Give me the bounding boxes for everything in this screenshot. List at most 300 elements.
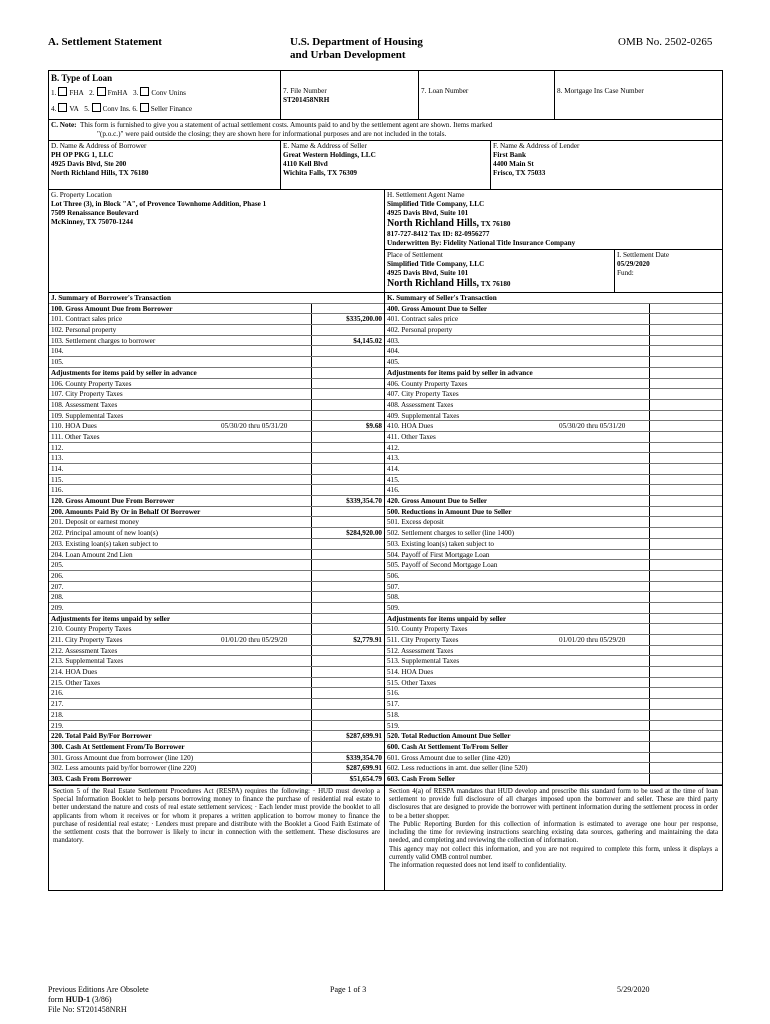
right-line-period: 01/01/20 thru 05/29/20 [559, 636, 626, 644]
right-line-row [385, 368, 722, 379]
left-line-period: 01/01/20 thru 05/29/20 [221, 636, 288, 644]
loan-type-section: B. Type of Loan 1. FHA 2. FmHA 3. Conv Unins 4. VA 5. Conv Ins. 6. Seller Finance 7. File Number ST201458NRH 7. Loan Number 8. Mortgage Ins Case Number [49, 71, 722, 120]
left-line-row [49, 582, 384, 593]
right-line-row [385, 635, 722, 646]
right-line-label: 502. Settlement charges to seller (line 1400) [387, 529, 515, 538]
right-line-row [385, 400, 722, 411]
left-line-period [221, 368, 311, 378]
left-line-label: Adjustments for items paid by seller in advance [51, 368, 197, 377]
left-line-row [49, 325, 384, 336]
right-line-period [559, 368, 649, 378]
left-line-label: 209. [51, 603, 64, 612]
left-line-period [221, 699, 311, 709]
right-line-amount [649, 624, 722, 634]
right-line-amount [649, 699, 722, 709]
right-line-period [559, 699, 649, 709]
right-line-row [385, 742, 722, 753]
right-line-label: 511. City Property Taxes [387, 636, 459, 644]
left-line-period [221, 400, 311, 410]
right-line-row [385, 517, 722, 528]
right-line-amount [649, 539, 722, 549]
left-line-amount [311, 507, 384, 517]
right-line-row [385, 357, 722, 368]
left-line-period [221, 603, 311, 613]
right-line-row [385, 614, 722, 625]
right-line-row [385, 774, 722, 785]
note-label: C. Note: [51, 121, 77, 129]
right-line-label: 513. Supplemental Taxes [387, 657, 460, 666]
left-line-period [221, 517, 311, 527]
left-line-row [49, 646, 384, 657]
left-line-amount: $2,779.91 [311, 635, 384, 645]
right-line-period [559, 432, 649, 442]
left-line-amount [311, 485, 384, 495]
left-line-period [221, 314, 311, 324]
right-line-amount [649, 368, 722, 378]
right-line-row [385, 646, 722, 657]
right-line-label: 405. [387, 358, 400, 367]
left-line-period [221, 507, 311, 517]
left-line-label: 103. Settlement charges to borrower [51, 336, 156, 345]
right-line-amount [649, 496, 722, 506]
right-line-label: 402. Personal property [387, 326, 453, 335]
right-line-period [559, 325, 649, 335]
header-department-line2: and Urban Development [290, 49, 406, 61]
left-line-row [49, 517, 384, 528]
left-line-label: 207. [51, 582, 64, 591]
right-line-row [385, 539, 722, 550]
right-line-amount [649, 485, 722, 495]
left-line-row [49, 346, 384, 357]
left-line-label: 206. [51, 571, 64, 580]
left-line-label: 215. Other Taxes [51, 678, 101, 687]
left-line-label: 216. [51, 689, 64, 698]
right-line-row [385, 485, 722, 496]
left-line-label: 202. Principal amount of new loan(s) [51, 529, 158, 538]
left-line-label: 217. [51, 700, 64, 709]
right-line-label: 401. Contract sales price [387, 315, 459, 324]
left-line-amount [311, 379, 384, 389]
right-line-row [385, 496, 722, 507]
footer-left: Previous Editions Are Obsolete form HUD-1 (3/86) File No: ST201458NRH [48, 985, 149, 1014]
right-line-amount [649, 603, 722, 613]
left-line-amount [311, 550, 384, 560]
right-line-period [559, 304, 649, 314]
right-line-label: 601. Gross Amount due to seller (line 420) [387, 753, 510, 762]
right-line-row [385, 507, 722, 518]
right-line-period [559, 346, 649, 356]
left-line-row [49, 475, 384, 486]
right-line-row [385, 464, 722, 475]
left-line-row [49, 560, 384, 571]
left-line-label: 112. [51, 443, 64, 452]
lender-cell: F. Name & Address of Lender First Bank 4400 Main St Frisco, TX 75033 [493, 142, 580, 177]
right-line-row [385, 379, 722, 390]
right-line-period [559, 411, 649, 421]
right-line-amount [649, 550, 722, 560]
right-line-row [385, 667, 722, 678]
right-line-period [559, 453, 649, 463]
right-line-period [559, 688, 649, 698]
left-line-amount [311, 357, 384, 367]
left-line-row [49, 667, 384, 678]
right-line-period [559, 667, 649, 677]
right-line-amount [649, 592, 722, 602]
left-line-label: 211. City Property Taxes [51, 636, 123, 644]
right-line-period [559, 678, 649, 688]
right-line-label: 514. HOA Dues [387, 668, 434, 677]
left-line-amount [311, 688, 384, 698]
fha-checkbox[interactable] [58, 87, 67, 96]
right-line-row [385, 560, 722, 571]
left-line-period [221, 550, 311, 560]
right-line-label: 409. Supplemental Taxes [387, 411, 460, 420]
left-line-amount [311, 721, 384, 731]
left-line-period [221, 485, 311, 495]
left-line-row [49, 571, 384, 582]
left-line-label: 104. [51, 347, 64, 356]
right-line-label: 512. Assessment Taxes [387, 646, 454, 655]
left-line-label: 212. Assessment Taxes [51, 646, 118, 655]
right-line-label: 515. Other Taxes [387, 678, 437, 687]
left-line-period [221, 496, 311, 506]
borrower-cell: D. Name & Address of Borrower PH OP PKG 1, LLC 4925 Davis Blvd, Ste 200 North Richland Hills, TX 76180 [49, 141, 281, 189]
right-line-row [385, 411, 722, 422]
right-line-row [385, 432, 722, 443]
settlement-agent-cell: H. Settlement Agent Name Simplified Title Company, LLC 4925 Davis Blvd, Suite 101 North Richland Hills, TX 76180 817-727-8412 Tax ID: 82-0956277 Underwritten By: Fidelity National Title Insurance Company [385, 190, 722, 250]
left-line-amount [311, 699, 384, 709]
left-line-row [49, 432, 384, 443]
left-line-row [49, 592, 384, 603]
right-line-label: Adjustments for items paid by seller in advance [387, 368, 533, 377]
left-line-amount [311, 560, 384, 570]
right-line-label: 602. Less reductions in amt. due seller (line 520) [387, 764, 528, 773]
left-line-row [49, 357, 384, 368]
right-line-label: 516. [387, 689, 400, 698]
left-line-amount [311, 517, 384, 527]
seller-summary-title: K. Summary of Seller's Transaction [387, 294, 497, 302]
seller-cell: E. Name & Address of Seller Great Western Holdings, LLC 4110 Kell Blvd Wichita Falls, TX 76309 [281, 141, 491, 189]
loan-number-cell: 7. Loan Number [419, 71, 555, 119]
left-line-period [221, 475, 311, 485]
left-line-period [221, 753, 311, 763]
right-line-period [559, 507, 649, 517]
right-line-label: 410. HOA Dues [387, 422, 434, 431]
left-line-period [221, 763, 311, 773]
right-line-period [559, 539, 649, 549]
right-line-amount [649, 443, 722, 453]
left-line-amount [311, 603, 384, 613]
left-line-row [49, 411, 384, 422]
right-line-row [385, 592, 722, 603]
left-line-amount [311, 582, 384, 592]
header-department [290, 36, 423, 62]
right-line-amount [649, 646, 722, 656]
left-line-period [221, 731, 311, 741]
right-line-row [385, 314, 722, 325]
left-line-period: 05/30/20 thru 05/31/20 [221, 422, 288, 431]
left-line-row [49, 368, 384, 379]
right-line-amount [649, 346, 722, 356]
left-line-amount [311, 325, 384, 335]
right-line-period [559, 763, 649, 773]
right-line-row [385, 699, 722, 710]
left-line-label: 200. Amounts Paid By Or in Behalf Of Borrower [51, 507, 201, 516]
left-line-label: 102. Personal property [51, 326, 117, 335]
left-line-label: 101. Contract sales price [51, 315, 123, 324]
left-line-amount [311, 539, 384, 549]
left-line-amount [311, 678, 384, 688]
left-line-label: 107. City Property Taxes [51, 390, 123, 399]
form-name: HUD-1 [65, 995, 91, 1004]
left-line-amount [311, 464, 384, 474]
left-line-row [49, 710, 384, 721]
left-line-period [221, 389, 311, 399]
left-line-period [221, 539, 311, 549]
left-line-label: 106. County Property Taxes [51, 379, 132, 388]
left-line-row [49, 678, 384, 689]
respa-section4: Section 4(a) of RESPA mandates that HUD develop and prescribe this standard form to be used at the time of loan settlement to provide full disclosure of all charges imposed upon the borrower and seller. These are third party disclosures that are designed to provide the borrower with pertinent information during the settlement process in order to be a better shopper. The Public Reporting Burden for this collection of information is estimated to average one hour per response, including the time for reviewing instructions searching existing data sources, gathering and maintaining the data needed, and completing and reviewing the collection of information. This agency may not collect this information, and you are not required to complete this form, unless it displays a currently valid OMB control number. The information requested does not lend itself to confidentiality. [389, 787, 718, 870]
right-line-row [385, 304, 722, 315]
left-line-period [221, 592, 311, 602]
right-line-amount [649, 304, 722, 314]
right-line-amount [649, 763, 722, 773]
mortgage-case-cell: 8. Mortgage Ins Case Number [557, 87, 644, 95]
right-line-label: 407. City Property Taxes [387, 390, 459, 399]
left-line-row [49, 614, 384, 625]
left-line-label: 220. Total Paid By/For Borrower [51, 732, 152, 741]
right-line-label: 518. [387, 710, 400, 719]
note-section: C. Note: This form is furnished to give you a statement of actual settlement costs. Amounts paid to and by the settlement agent are shown. Items marked "(p.o.c.)" were paid outside the closing; they are shown here for informational purposes and are not included in the totals. [49, 120, 722, 141]
left-line-label: 109. Supplemental Taxes [51, 411, 124, 420]
left-line-row [49, 314, 384, 325]
right-line-label: 403. [387, 336, 400, 345]
left-line-label: 120. Gross Amount Due From Borrower [51, 497, 175, 506]
left-line-amount [311, 346, 384, 356]
right-line-row [385, 325, 722, 336]
left-line-label: 114. [51, 465, 64, 473]
left-line-period [221, 678, 311, 688]
right-line-period [559, 656, 649, 666]
right-line-period [559, 528, 649, 538]
right-line-label: 408. Assessment Taxes [387, 400, 454, 409]
left-line-period [221, 560, 311, 570]
left-line-row [49, 507, 384, 518]
right-line-amount [649, 411, 722, 421]
right-line-row [385, 603, 722, 614]
header-title: A. Settlement Statement [48, 36, 162, 48]
right-line-label: 603. Cash From Seller [387, 774, 456, 783]
right-line-amount [649, 656, 722, 666]
left-line-period [221, 710, 311, 720]
respa-section5: Section 5 of the Real Estate Settlement Procedures Act (RESPA) requires the following: · HUD must develop a Special Information Booklet to help persons borrowing money to finance the purchase of residential real estate to better understand the nature and costs of real estate settlement services; · Each lender must provide the booklet to all applicants from whom it receives or for whom it prepares a written application to borrow money to finance the purchase of residential real estate; · Lenders must prepare and distribute with the Booklet a Good Faith Estimate of the settlement costs that the borrower is likely to incur in connection with the settlement. These disclosures are mandatory. [49, 786, 385, 890]
right-line-row [385, 731, 722, 742]
left-line-amount [311, 432, 384, 442]
right-line-period [559, 614, 649, 624]
settlement-date-cell: I. Settlement Date 05/29/2020 Fund: [615, 250, 722, 292]
left-line-row [49, 528, 384, 539]
left-line-label: 100. Gross Amount Due from Borrower [51, 304, 173, 313]
left-line-amount: $4,145.02 [311, 336, 384, 346]
conv-unins-checkbox[interactable] [140, 87, 149, 96]
left-line-row [49, 688, 384, 699]
left-line-row [49, 656, 384, 667]
left-line-period [221, 464, 311, 474]
right-line-label: 406. County Property Taxes [387, 379, 468, 388]
right-line-row [385, 582, 722, 593]
right-line-label: 509. [387, 603, 400, 612]
right-line-period [559, 624, 649, 634]
left-line-row [49, 774, 384, 785]
left-line-period [221, 528, 311, 538]
right-line-amount [649, 432, 722, 442]
left-line-row [49, 453, 384, 464]
right-line-amount [649, 314, 722, 324]
header-department-line1: U.S. Department of Housing [290, 36, 423, 48]
right-line-label: 510. County Property Taxes [387, 625, 468, 634]
left-line-period [221, 582, 311, 592]
left-line-period [221, 325, 311, 335]
right-line-period [559, 560, 649, 570]
right-line-row [385, 710, 722, 721]
left-line-label: 108. Assessment Taxes [51, 400, 118, 409]
right-line-row [385, 753, 722, 764]
left-line-amount: $287,699.91 [311, 763, 384, 773]
right-line-amount [649, 560, 722, 570]
right-line-amount [649, 464, 722, 474]
left-line-label: 105. [51, 358, 64, 367]
left-line-period [221, 432, 311, 442]
right-line-period [559, 603, 649, 613]
left-line-amount [311, 304, 384, 314]
right-line-amount [649, 389, 722, 399]
right-line-row [385, 624, 722, 635]
right-line-label: 416. [387, 486, 400, 495]
left-line-period [221, 688, 311, 698]
left-line-amount [311, 624, 384, 634]
seller-summary [385, 293, 722, 785]
left-line-amount [311, 614, 384, 624]
right-line-period [559, 400, 649, 410]
left-line-label: 204. Loan Amount 2nd Lien [51, 550, 133, 559]
right-line-amount [649, 582, 722, 592]
right-line-label: 507. [387, 582, 400, 591]
left-line-period [221, 667, 311, 677]
right-line-label: 414. [387, 465, 400, 473]
left-line-label: Adjustments for items unpaid by seller [51, 614, 171, 623]
right-line-amount [649, 731, 722, 741]
left-line-row [49, 421, 384, 432]
left-line-period [221, 357, 311, 367]
left-line-label: 214. HOA Dues [51, 668, 98, 677]
right-line-amount [649, 678, 722, 688]
conv-ins-checkbox[interactable] [92, 103, 101, 112]
right-line-period [559, 721, 649, 731]
right-line-period [559, 389, 649, 399]
right-line-amount [649, 400, 722, 410]
right-line-row [385, 571, 722, 582]
disclosure-section [49, 786, 722, 890]
left-line-label: 219. [51, 721, 64, 730]
right-line-row [385, 346, 722, 357]
left-line-period [221, 346, 311, 356]
file-number-cell: 7. File Number ST201458NRH [281, 71, 419, 119]
left-line-amount [311, 475, 384, 485]
left-line-label: 208. [51, 593, 64, 602]
right-line-label: 400. Gross Amount Due to Seller [387, 304, 488, 313]
right-line-period [559, 710, 649, 720]
left-line-row [49, 603, 384, 614]
file-number: ST201458NRH [283, 96, 330, 104]
right-line-label: 508. [387, 593, 400, 602]
right-line-amount [649, 528, 722, 538]
right-line-period [559, 592, 649, 602]
left-line-period [221, 571, 311, 581]
seller-finance-checkbox[interactable] [140, 103, 149, 112]
right-line-period [559, 336, 649, 346]
left-line-row [49, 721, 384, 732]
right-line-amount [649, 475, 722, 485]
right-line-label: 504. Payoff of First Mortgage Loan [387, 550, 490, 559]
left-line-period [221, 453, 311, 463]
left-line-label: 201. Deposit or earnest money [51, 518, 140, 527]
left-line-label: 301. Gross Amount due from borrower (line 120) [51, 753, 194, 762]
left-line-label: 110. HOA Dues [51, 422, 97, 431]
right-line-period [559, 731, 649, 741]
left-line-amount [311, 443, 384, 453]
property-location-cell: G. Property Location Lot Three (3), in Block "A", of Provence Townhome Addition, Phase 1 7509 Renaissance Boulevard McKinney, TX 75070-1244 [49, 190, 385, 292]
left-line-amount: $51,654.79 [311, 774, 384, 784]
left-line-amount [311, 742, 384, 752]
left-line-amount [311, 411, 384, 421]
footer-date: 5/29/2020 [617, 985, 650, 994]
right-line-row [385, 336, 722, 347]
left-line-period [221, 304, 311, 314]
right-line-row [385, 528, 722, 539]
left-line-amount: $335,200.00 [311, 314, 384, 324]
fmha-checkbox[interactable] [97, 87, 106, 96]
loan-type-title: B. Type of Loan [51, 73, 113, 83]
right-line-row [385, 721, 722, 732]
left-line-amount [311, 400, 384, 410]
right-line-label: 415. [387, 475, 400, 484]
left-line-period [221, 624, 311, 634]
left-line-period [221, 379, 311, 389]
left-line-label: 203. Existing loan(s) taken subject to [51, 539, 158, 548]
right-line-period [559, 646, 649, 656]
left-line-label: 300. Cash At Settlement From/To Borrower [51, 742, 185, 751]
right-line-label: 413. [387, 454, 400, 463]
left-line-row [49, 753, 384, 764]
property-section [49, 190, 722, 293]
right-line-label: 420. Gross Amount Due to Seller [387, 497, 488, 506]
left-line-amount: $9.68 [311, 421, 384, 431]
right-line-period [559, 475, 649, 485]
settlement-date: 05/29/2020 [617, 260, 650, 268]
right-line-label: 404. [387, 347, 400, 356]
right-line-amount [649, 614, 722, 624]
underwriter: Underwritten By: Fidelity National Title Insurance Company [387, 239, 576, 247]
left-line-amount [311, 656, 384, 666]
va-checkbox[interactable] [58, 103, 67, 112]
left-line-label: 205. [51, 561, 64, 570]
right-line-row [385, 688, 722, 699]
right-line-label: 503. Existing loan(s) taken subject to [387, 539, 494, 548]
left-line-period [221, 614, 311, 624]
right-line-label: Adjustments for items unpaid by seller [387, 614, 507, 623]
left-line-row [49, 389, 384, 400]
left-line-amount: $339,354.70 [311, 496, 384, 506]
